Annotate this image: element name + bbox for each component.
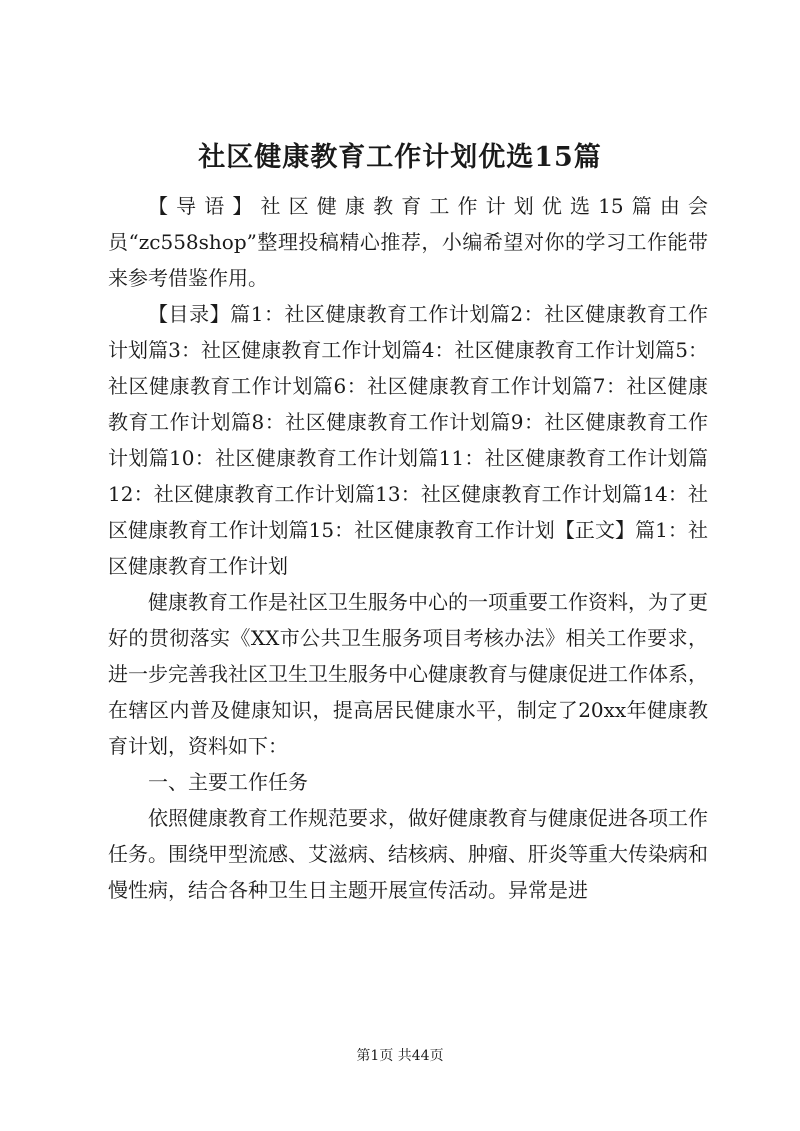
document-title: 社区健康教育工作计划优选15篇 (198, 142, 602, 173)
document-body (108, 188, 708, 908)
page-footer: 第1页 共44页 (356, 1048, 444, 1064)
body-paragraph: 健康教育工作是社区卫生服务中心的一项重要工作资料，为了更好的贯彻落实《XX市公共卫生服务项目考核办法》相关工作要求，进一步完善我社区卫生卫生服务中心健康教育与健康促进工作体系，在辖区内普及健康知识，提高居民健康水平，制定了20xx年健康教育计划，资料如下： (108, 590, 708, 758)
body-paragraph: 依照健康教育工作规范要求，做好健康教育与健康促进各项工作任务。围绕甲型流感、艾滋病、结核病、肿瘤、肝炎等重大传染病和慢性病，结合各种卫生日主题开展宣传活动。异常是进 (108, 806, 708, 902)
section-heading: 一、主要工作任务 (148, 770, 308, 794)
toc-paragraph: 【目录】篇1：社区健康教育工作计划篇2：社区健康教育工作计划篇3：社区健康教育工作计划篇4：社区健康教育工作计划篇5：社区健康教育工作计划篇6：社区健康教育工作计划篇7：社区健康教育工作计划篇8：社区健康教育工作计划篇9：社区健康教育工作计划篇10：社区健康教育工作计划篇11：社区健康教育工作计划篇12：社区健康教育工作计划篇13：社区健康教育工作计划篇14：社区健康教育工作计划篇15：社区健康教育工作计划【正文】篇1：社区健康教育工作计划 (108, 302, 708, 578)
intro-paragraph: 【导语】社区健康教育工作计划优选15篇由会员“zc558shop”整理投稿精心推荐，小编希望对你的学习工作能带来参考借鉴作用。 (108, 194, 708, 290)
